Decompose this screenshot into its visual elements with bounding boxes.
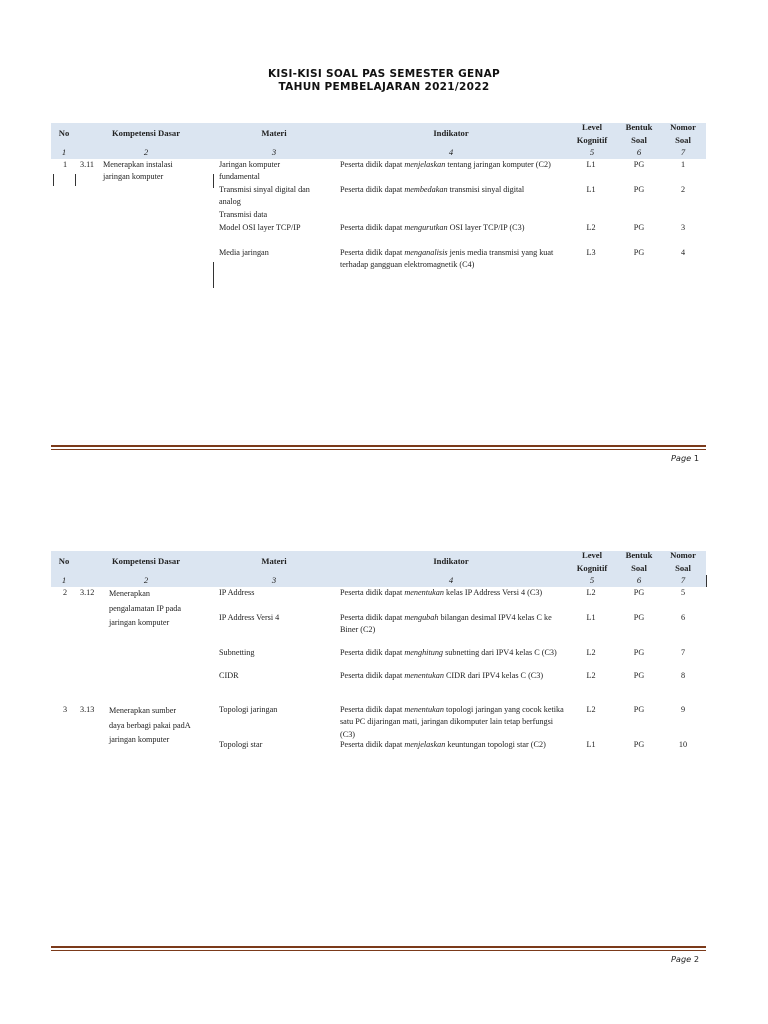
- edit-marker: [75, 174, 76, 186]
- col-number: 1: [61, 575, 67, 585]
- level-cell: L3: [586, 248, 596, 257]
- header-bentuk-soal: Bentuk Soal: [625, 550, 653, 573]
- col-number: 3: [271, 147, 277, 157]
- materi-cell: Media jaringan: [219, 248, 269, 257]
- indikator-cell: Peserta didik dapat membedakan transmisi sinyal digital: [340, 185, 525, 194]
- header-kompetensi-dasar: Kompetensi Dasar: [111, 128, 181, 138]
- header-kompetensi-dasar: Kompetensi Dasar: [111, 556, 181, 566]
- page-number: Page 2: [671, 954, 700, 964]
- indikator-cell: Peserta didik dapat menentukan CIDR dari IPV4 kelas C (C3): [340, 671, 544, 680]
- nomor-cell: 10: [678, 740, 688, 749]
- group-kompetensi-dasar: Menerapkan sumber daya berbagi pakai padA jaringan komputer: [109, 706, 191, 744]
- footer-rule: [51, 445, 706, 447]
- bentuk-cell: PG: [633, 671, 645, 680]
- indikator-cell: Peserta didik dapat mengubah bilangan desimal IPV4 kelas C ke Biner (C2): [340, 613, 552, 635]
- indikator-cell: Peserta didik dapat menghitung subnetting dari IPV4 kelas C (C3): [340, 648, 557, 657]
- group-code: 3.13: [80, 705, 95, 714]
- bentuk-cell: PG: [633, 185, 645, 194]
- bentuk-cell: PG: [633, 613, 645, 622]
- header-materi: Materi: [261, 128, 287, 138]
- col-number: 7: [680, 575, 686, 585]
- edit-marker: [213, 174, 214, 188]
- header-nomor-soal: Nomor Soal: [670, 122, 696, 145]
- col-number: 3: [271, 575, 277, 585]
- group-kompetensi-dasar: Menerapkan pengalamatan IP pada jaringan komputer: [109, 589, 181, 627]
- bentuk-cell: PG: [633, 740, 645, 749]
- group-code: 3.11: [80, 160, 95, 169]
- indikator-cell: Peserta didik dapat menentukan kelas IP Address Versi 4 (C3): [340, 588, 543, 597]
- table-header-page1: [51, 123, 706, 159]
- col-number: 5: [589, 575, 595, 585]
- level-cell: L1: [586, 613, 596, 622]
- level-cell: L2: [586, 588, 596, 597]
- bentuk-cell: PG: [633, 248, 645, 257]
- materi-cell: Topologi jaringan: [219, 705, 278, 714]
- header-nomor-soal: Nomor Soal: [670, 550, 696, 573]
- edit-marker: [706, 575, 707, 587]
- nomor-cell: 3: [680, 223, 686, 232]
- footer-rule: [51, 449, 706, 450]
- table-header-page2: [51, 551, 706, 587]
- group-no: 3: [62, 705, 68, 714]
- nomor-cell: 5: [680, 588, 686, 597]
- materi-cell: Jaringan komputer fundamental: [219, 160, 281, 182]
- materi-cell: CIDR: [219, 671, 239, 680]
- document-title: KISI-KISI SOAL PAS SEMESTER GENAP: [267, 68, 501, 80]
- header-indikator: Indikator: [433, 556, 469, 566]
- header-bentuk-soal: Bentuk Soal: [625, 122, 653, 145]
- group-kompetensi-dasar: Menerapkan instalasi jaringan komputer: [103, 160, 173, 182]
- materi-cell: Transmisi sinyal digital dan analog Transmisi data: [219, 185, 310, 219]
- document-subtitle: TAHUN PEMBELAJARAN 2021/2022: [278, 81, 490, 93]
- materi-cell: Topologi star: [219, 740, 263, 749]
- col-number: 1: [61, 147, 67, 157]
- header-level-kognitif: Level Kognitif: [576, 550, 608, 573]
- level-cell: L2: [586, 705, 596, 714]
- nomor-cell: 9: [680, 705, 686, 714]
- nomor-cell: 8: [680, 671, 686, 680]
- header-no: No: [58, 556, 70, 566]
- nomor-cell: 1: [680, 160, 686, 169]
- indikator-cell: Peserta didik dapat menjelaskan keuntungan topologi star (C2): [340, 740, 546, 749]
- indikator-cell: Peserta didik dapat menjelaskan tentang jaringan komputer (C2): [340, 160, 551, 169]
- header-level-kognitif: Level Kognitif: [576, 122, 608, 145]
- level-cell: L2: [586, 648, 596, 657]
- indikator-cell: Peserta didik dapat menentukan topologi jaringan yang cocok ketika satu PC dijaringan mati, jaringan dikomputer lain tetap berfungsi (C3): [340, 705, 564, 739]
- col-number: 6: [636, 147, 642, 157]
- indikator-cell: Peserta didik dapat menganalisis jenis media transmisi yang kuat terhadap gangguan elektromagnetik (C4): [340, 248, 554, 270]
- materi-cell: IP Address: [219, 588, 255, 597]
- bentuk-cell: PG: [633, 223, 645, 232]
- footer-rule: [51, 950, 706, 951]
- col-number: 2: [143, 147, 149, 157]
- level-cell: L1: [586, 160, 596, 169]
- group-no: 2: [62, 588, 68, 597]
- nomor-cell: 6: [680, 613, 686, 622]
- materi-cell: Model OSI layer TCP/IP: [219, 223, 301, 232]
- col-number: 4: [448, 147, 454, 157]
- header-materi: Materi: [261, 556, 287, 566]
- level-cell: L2: [586, 223, 596, 232]
- materi-cell: IP Address Versi 4: [219, 613, 280, 622]
- group-no: 1: [62, 160, 68, 169]
- bentuk-cell: PG: [633, 160, 645, 169]
- col-number: 4: [448, 575, 454, 585]
- header-no: No: [58, 128, 70, 138]
- header-indikator: Indikator: [433, 128, 469, 138]
- edit-marker: [53, 174, 54, 186]
- bentuk-cell: PG: [633, 705, 645, 714]
- nomor-cell: 2: [680, 185, 686, 194]
- level-cell: L1: [586, 740, 596, 749]
- page-number: Page 1: [671, 453, 700, 463]
- bentuk-cell: PG: [633, 648, 645, 657]
- bentuk-cell: PG: [633, 588, 645, 597]
- edit-marker: [213, 262, 214, 288]
- nomor-cell: 4: [680, 248, 686, 257]
- indikator-cell: Peserta didik dapat mengurutkan OSI layer TCP/IP (C3): [340, 223, 525, 232]
- col-number: 2: [143, 575, 149, 585]
- col-number: 7: [680, 147, 686, 157]
- level-cell: L1: [586, 185, 596, 194]
- nomor-cell: 7: [680, 648, 686, 657]
- level-cell: L2: [586, 671, 596, 680]
- footer-rule: [51, 946, 706, 948]
- col-number: 5: [589, 147, 595, 157]
- col-number: 6: [636, 575, 642, 585]
- group-code: 3.12: [80, 588, 95, 597]
- materi-cell: Subnetting: [219, 648, 255, 657]
